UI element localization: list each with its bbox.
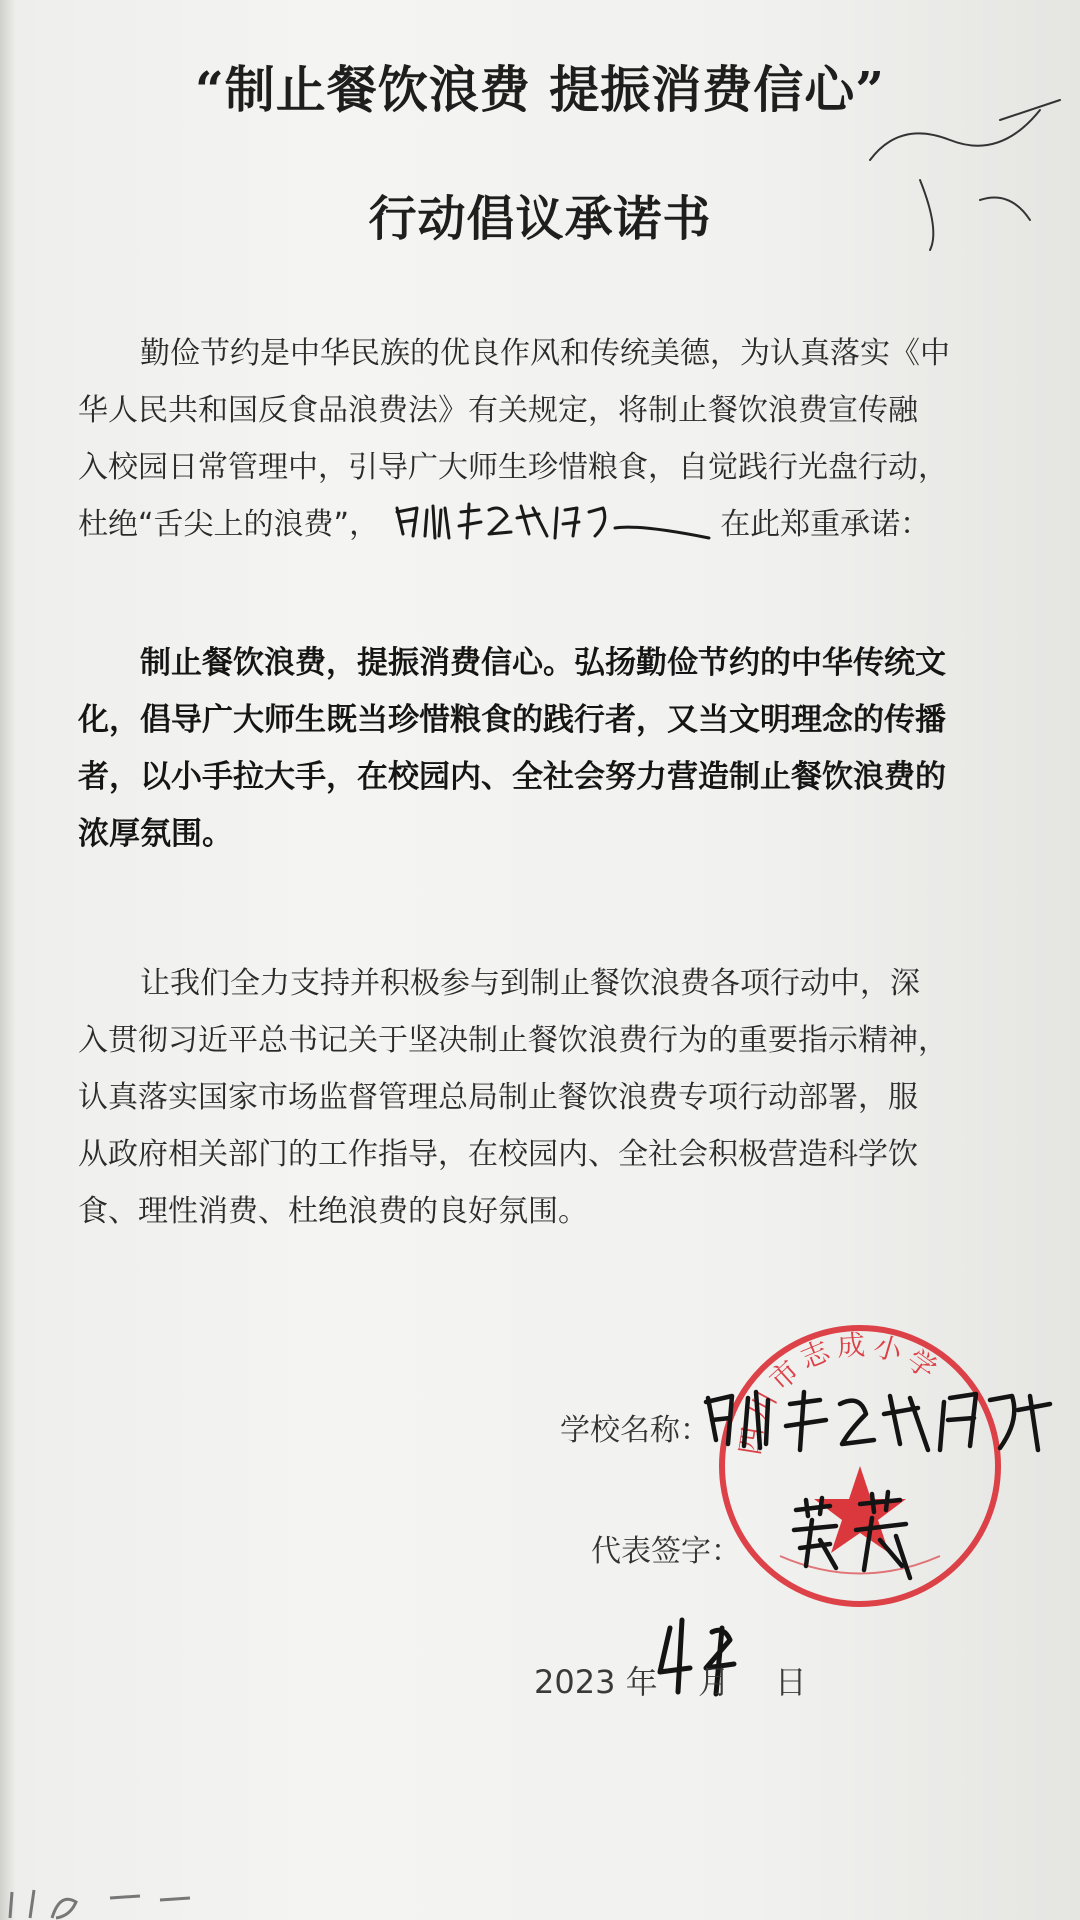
date-line [534,1657,807,1703]
paragraph-line: 入校园日常管理中，引导广大师生珍惜粮食，自觉践行光盘行动， [78,450,948,485]
paragraph-line: 制止餐饮浪费，提振消费信心。弘扬勤俭节约的中华传统文 [140,645,946,681]
document-title-line1: “制止餐饮浪费 提振消费信心” [195,60,885,119]
margin-scribble [860,80,1080,260]
paragraph-line: 认真落实国家市场监督管理总局制止餐饮浪费专项行动部署，服 [78,1080,918,1115]
paragraph-line: 从政府相关部门的工作指导，在校园内、全社会积极营造科学饮 [78,1137,918,1172]
paragraph-text: 在此郑重承诺： [720,507,931,542]
paragraph-line: 食、理性消费、杜绝浪费的良好氛围。 [78,1194,588,1229]
paragraph-line: 勤俭节约是中华民族的优良作风和传统美德，为认真落实《中 [140,336,950,371]
paragraph-text: 杜绝“舌尖上的浪费”， [78,507,380,542]
date-day-unit: 日 [774,1663,807,1701]
date-day-handwritten [730,1663,771,1701]
document-title-line2: 行动倡议承诺书 [368,191,712,247]
representative-signature-label: 代表签字： [591,1534,741,1569]
paragraph-line: 化，倡导广大师生既当珍惜粮食的践行者，又当文明理念的传播 [78,702,946,738]
handwritten-representative-signature [794,1492,910,1578]
bottom-edge-scribble [0,1878,220,1920]
handwritten-school-name [706,1392,1050,1450]
date-month-handwritten [666,1663,686,1701]
paragraph-line: 让我们全力支持并积极参与到制止餐饮浪费各项行动中，深 [140,966,920,1001]
paragraph-line: 入贯彻习近平总书记关于坚决制止餐饮浪费行为的重要指示精神， [78,1023,948,1058]
paragraph-line: 者，以小手拉大手，在校园内、全社会努力营造制止餐饮浪费的 [78,759,946,795]
seal-text: 四川市志成小学 [732,1328,948,1458]
date-year: 2023 年 [534,1663,658,1701]
date-month-unit: 月 [697,1663,730,1701]
paragraph-line: 华人民共和国反食品浪费法》有关规定，将制止餐饮浪费宣传融 [78,393,918,428]
school-name-label: 学校名称： [560,1413,710,1448]
paragraph-line: 浓厚氛围。 [78,816,233,852]
